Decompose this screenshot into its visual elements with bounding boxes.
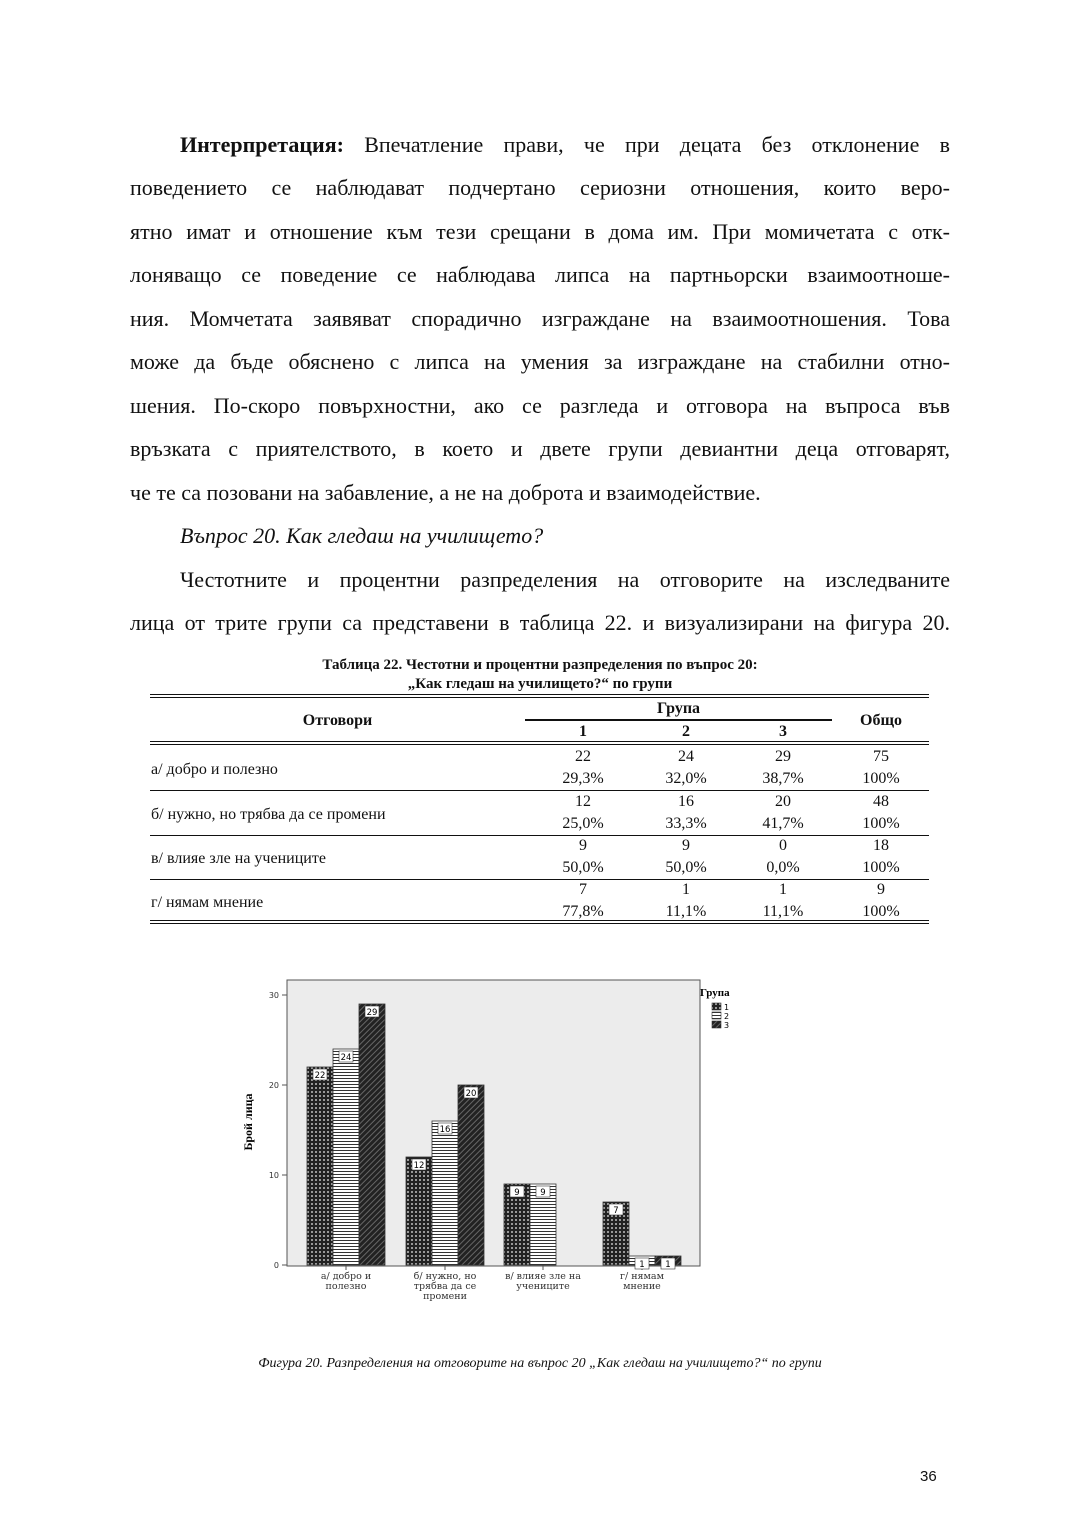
- intro-line: лица от трите групи са представени в таблица 22. и визуализирани на фигура 20.: [130, 610, 950, 635]
- intro-line: Честотните и процентни разпределения на отговорите на изследваните: [180, 567, 950, 592]
- data-label: 9: [540, 1188, 546, 1198]
- cell-count: 48: [873, 793, 889, 810]
- cell-count: 9: [682, 837, 690, 854]
- data-label: 16: [439, 1125, 451, 1135]
- row-label: в/ влияе зле на учениците: [151, 850, 326, 867]
- cell-count: 16: [678, 793, 694, 810]
- paragraph-line: ятно имат и отношение към тези срещани в дома им. При момичетата с отк-: [130, 219, 950, 244]
- header-group: Група: [656, 700, 701, 717]
- x-tick-label: а/ добро и: [320, 1271, 372, 1282]
- table-caption: Таблица 22. Честотни и процентни разпределения по въпрос 20:: [322, 657, 758, 673]
- data-label: 20: [465, 1089, 477, 1099]
- data-label: 1: [639, 1260, 645, 1270]
- cell-count: 12: [575, 793, 591, 810]
- paragraph-line: шения. По-скоро повърхностни, ако се разгледа и отговора на въпроса във: [130, 393, 950, 418]
- data-label: 24: [340, 1053, 352, 1063]
- y-tick-label: 10: [268, 1171, 279, 1180]
- bar-group-3: [359, 1004, 385, 1265]
- cell-percent: 0,0%: [766, 859, 800, 876]
- x-tick-label: мнение: [623, 1281, 661, 1292]
- table-rule: [150, 920, 929, 924]
- data-label: 7: [613, 1206, 619, 1216]
- cell-count: 7: [579, 881, 587, 898]
- header-answers: Отговори: [302, 712, 373, 729]
- row-label: б/ нужно, но трябва да се промени: [151, 806, 386, 823]
- cell-percent: 33,3%: [665, 815, 707, 832]
- row-rule: [150, 790, 929, 791]
- cell-count: 22: [575, 748, 591, 765]
- table-caption: „Как гледаш на училището?“ по групи: [407, 676, 673, 692]
- x-tick-label: г/ нямам: [620, 1271, 664, 1282]
- header-total: Общо: [860, 712, 902, 729]
- cell-percent: 100%: [862, 770, 900, 787]
- bold-lead: Интерпретация:: [180, 132, 344, 157]
- row-label: а/ добро и полезно: [151, 761, 278, 778]
- figure-caption: Фигура 20. Разпределения на отговорите на въпрос 20 „Как гледаш на училището?“ по групи: [258, 1356, 822, 1371]
- header-group-2: 2: [682, 723, 690, 740]
- page-number: 36: [920, 1468, 937, 1485]
- header-group-1: 1: [579, 723, 587, 740]
- cell-count: 75: [873, 748, 889, 765]
- bar-group-2: [432, 1121, 458, 1265]
- cell-count: 1: [682, 881, 690, 898]
- bar-group-1: [307, 1067, 333, 1265]
- bar-group-1: [406, 1157, 432, 1265]
- bar-group-3: [458, 1085, 484, 1265]
- cell-percent: 32,0%: [665, 770, 707, 787]
- y-axis-label: Брой лица: [241, 1093, 255, 1151]
- cell-percent: 100%: [862, 859, 900, 876]
- paragraph-line: че те са позовани на забавление, а не на доброта и взаимодействие.: [130, 480, 761, 505]
- header-group-3: 3: [779, 723, 787, 740]
- cell-percent: 11,1%: [762, 903, 804, 920]
- data-label: 22: [314, 1071, 326, 1081]
- cell-count: 1: [779, 881, 787, 898]
- row-label: г/ нямам мнение: [151, 894, 264, 911]
- legend-swatch: [712, 1003, 721, 1010]
- data-label: 9: [514, 1188, 520, 1198]
- table-rule: [150, 741, 929, 745]
- x-tick-label: полезно: [325, 1281, 367, 1292]
- cell-percent: 50,0%: [562, 859, 604, 876]
- cell-percent: 25,0%: [562, 815, 604, 832]
- paragraph-line: лоняващо се поведение се наблюдава липса на партньорски взаимоотноше-: [130, 262, 950, 287]
- cell-percent: 100%: [862, 815, 900, 832]
- legend-swatch: [712, 1021, 721, 1028]
- group-rule: [525, 719, 832, 721]
- x-tick-label: промени: [423, 1291, 467, 1302]
- cell-count: 24: [678, 748, 694, 765]
- data-label: 29: [366, 1008, 378, 1018]
- cell-percent: 29,3%: [562, 770, 604, 787]
- cell-count: 9: [877, 881, 885, 898]
- legend-label: 3: [724, 1021, 730, 1030]
- y-tick-label: 0: [273, 1261, 279, 1270]
- legend-label: 2: [724, 1012, 730, 1021]
- x-tick-label: в/ влияе зле на: [505, 1271, 581, 1282]
- cell-percent: 100%: [862, 903, 900, 920]
- y-tick-label: 30: [268, 991, 279, 1000]
- y-tick-label: 20: [268, 1081, 279, 1090]
- paragraph-line: ния. Момчетата заявяват спорадично изграждане на взаимоотношения. Това: [130, 306, 950, 331]
- cell-percent: 38,7%: [762, 770, 804, 787]
- cell-count: 0: [779, 837, 787, 854]
- table-rule: [150, 694, 929, 698]
- question-heading: Въпрос 20. Как гледаш на училището?: [180, 523, 544, 548]
- cell-percent: 41,7%: [762, 815, 804, 832]
- line-text: Впечатление прави, че при децата без отклонение в: [364, 132, 950, 157]
- cell-count: 29: [775, 748, 791, 765]
- paragraph-line: може да бъде обяснено с липса на умения за изграждане на стабилни отно-: [130, 349, 950, 374]
- x-tick-label: трябва да се: [413, 1281, 477, 1292]
- paragraph-line: [180, 130, 950, 160]
- paragraph-line: поведението се наблюдават подчертано сериозни отношения, които веро-: [130, 175, 950, 200]
- cell-count: 18: [873, 837, 889, 854]
- legend-swatch: [712, 1012, 721, 1019]
- data-label: 1: [665, 1260, 671, 1270]
- cell-count: 9: [579, 837, 587, 854]
- bar-chart: [230, 970, 760, 1315]
- bar-group-2: [333, 1049, 359, 1265]
- x-tick-label: б/ нужно, но: [413, 1271, 477, 1282]
- paragraph-line: връзката с приятелството, в което и двете групи девиантни деца отговарят,: [130, 436, 950, 461]
- legend-title: Група: [700, 987, 730, 999]
- cell-percent: 77,8%: [562, 903, 604, 920]
- x-tick-label: учениците: [516, 1281, 570, 1292]
- cell-percent: 50,0%: [665, 859, 707, 876]
- data-label: 12: [413, 1161, 425, 1171]
- legend-label: 1: [724, 1003, 730, 1012]
- cell-count: 20: [775, 793, 791, 810]
- cell-percent: 11,1%: [665, 903, 707, 920]
